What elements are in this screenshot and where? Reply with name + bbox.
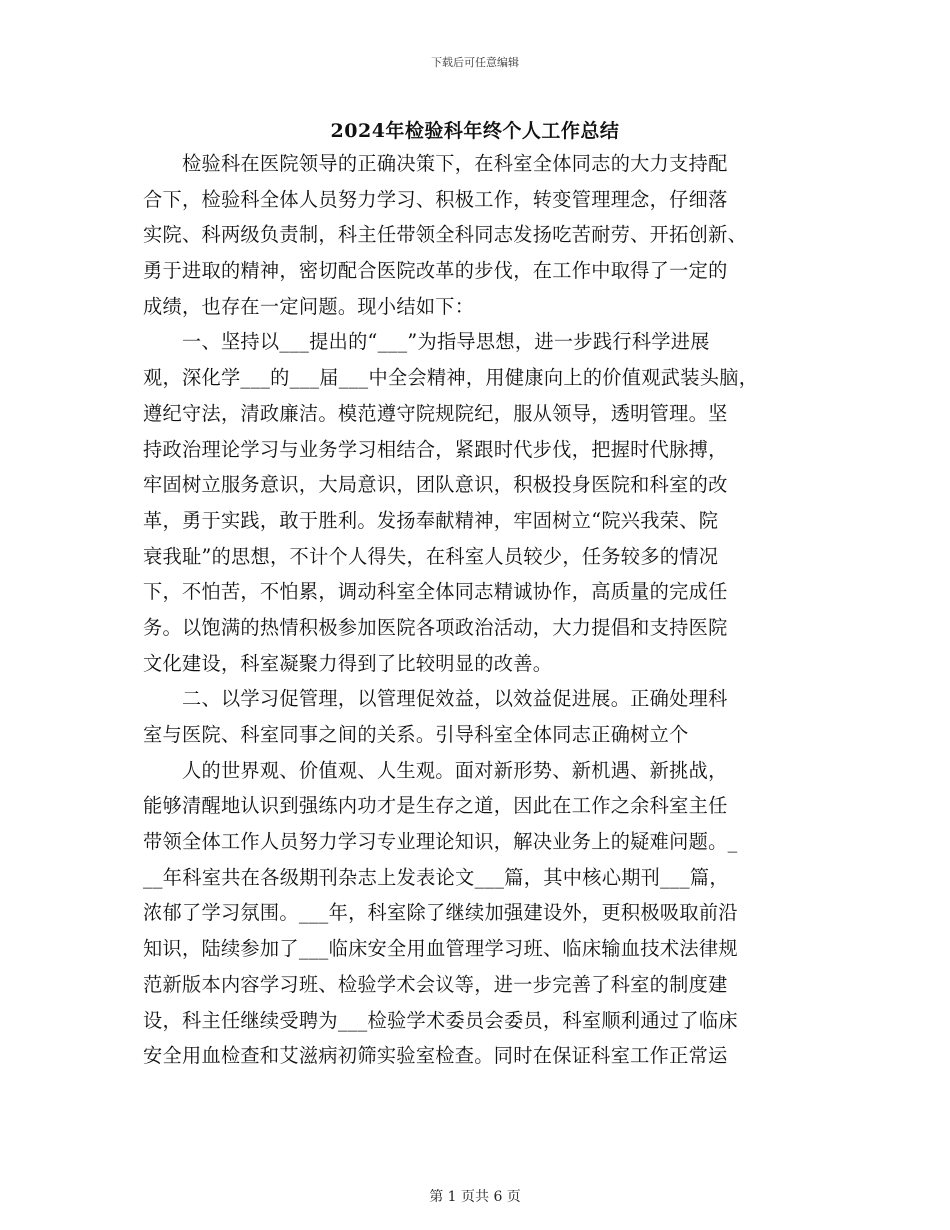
text-line: 室与医院、科室同事之间的关系。引导科室全体同志正确树立个 (143, 723, 689, 746)
text-line: 遵纪守法，清政廉洁。模范遵守院规院纪，服从领导，透明管理。坚 (143, 401, 728, 425)
text-line: 带领全体工作人员努力学习专业理论知识，解决业务上的疑难问题。_ (143, 830, 738, 854)
text-line: 成绩，也存在一定问题。现小结如下： (143, 294, 475, 318)
text-line: 一、坚持以___提出的“___”为指导思想，进一步践行科学进展 (143, 330, 710, 354)
text-line: 人的世界观、价值观、人生观。面对新形势、新机遇、新挑战， (143, 758, 728, 782)
text-line: 范新版本内容学习班、检验学术会议等，进一步完善了科室的制度建 (143, 972, 728, 996)
text-line: 安全用血检查和艾滋病初筛实验室检查。同时在保证科室工作正常运 (143, 1044, 728, 1068)
text-line: 牢固树立服务意识，大局意识，团队意识，积极投身医院和科室的改 (143, 473, 728, 497)
page-footer: 第 1 页共 6 页 (429, 1189, 521, 1205)
text-line: 实院、科两级负责制，科主任带领全科同志发扬吃苦耐劳、开拓创新、 (143, 223, 748, 247)
text-line: __年科室共在各级期刊杂志上发表论文___篇，其中核心期刊___篇， (143, 865, 729, 889)
body-text (143, 146, 810, 1074)
text-line: 革，勇于实践，敢于胜利。发扬奉献精神，牢固树立“院兴我荣、院 (143, 508, 719, 532)
text-line: 能够清醒地认识到强练内功才是生存之道，因此在工作之余科室主任 (143, 794, 728, 818)
text-line: 观，深化学___的___届___中全会精神，用健康向上的价值观武装头脑， (143, 366, 759, 390)
text-line: 持政治理论学习与业务学习相结合，紧跟时代步伐，把握时代脉搏， (143, 437, 728, 461)
text-line: 知识，陆续参加了___临床安全用血管理学习班、临床输血技术法律规 (143, 937, 738, 961)
text-line: 检验科在医院领导的正确决策下，在科室全体同志的大力支持配 (143, 152, 728, 175)
text-line: 浓郁了学习氛围。___年，科室除了继续加强建设外，更积极吸取前沿 (143, 901, 738, 925)
text-line: 下，不怕苦，不怕累，调动科室全体同志精诚协作，高质量的完成任 (143, 580, 728, 604)
text-line: 勇于进取的精神，密切配合医院改革的步伐，在工作中取得了一定的 (143, 259, 728, 283)
text-line: 设，科主任继续受聘为___检验学术委员会委员，科室顺利通过了临床 (143, 1008, 738, 1032)
text-line: 二、以学习促管理，以管理促效益，以效益促进展。正确处理科 (143, 687, 728, 711)
text-line: 务。以饱满的热情积极参加医院各项政治活动，大力提倡和支持医院 (143, 615, 728, 639)
text-line: 合下，检验科全体人员努力学习、积极工作，转变管理理念，仔细落 (143, 187, 728, 211)
document-title: 2024年检验科年终个人工作总结 (330, 120, 620, 142)
page-header: 下载后可任意编辑 (431, 56, 519, 69)
text-line: 文化建设，科室凝聚力得到了比较明显的改善。 (143, 651, 553, 675)
text-line: 衰我耻”的思想，不计个人得失，在科室人员较少，任务较多的情况 (143, 544, 719, 568)
